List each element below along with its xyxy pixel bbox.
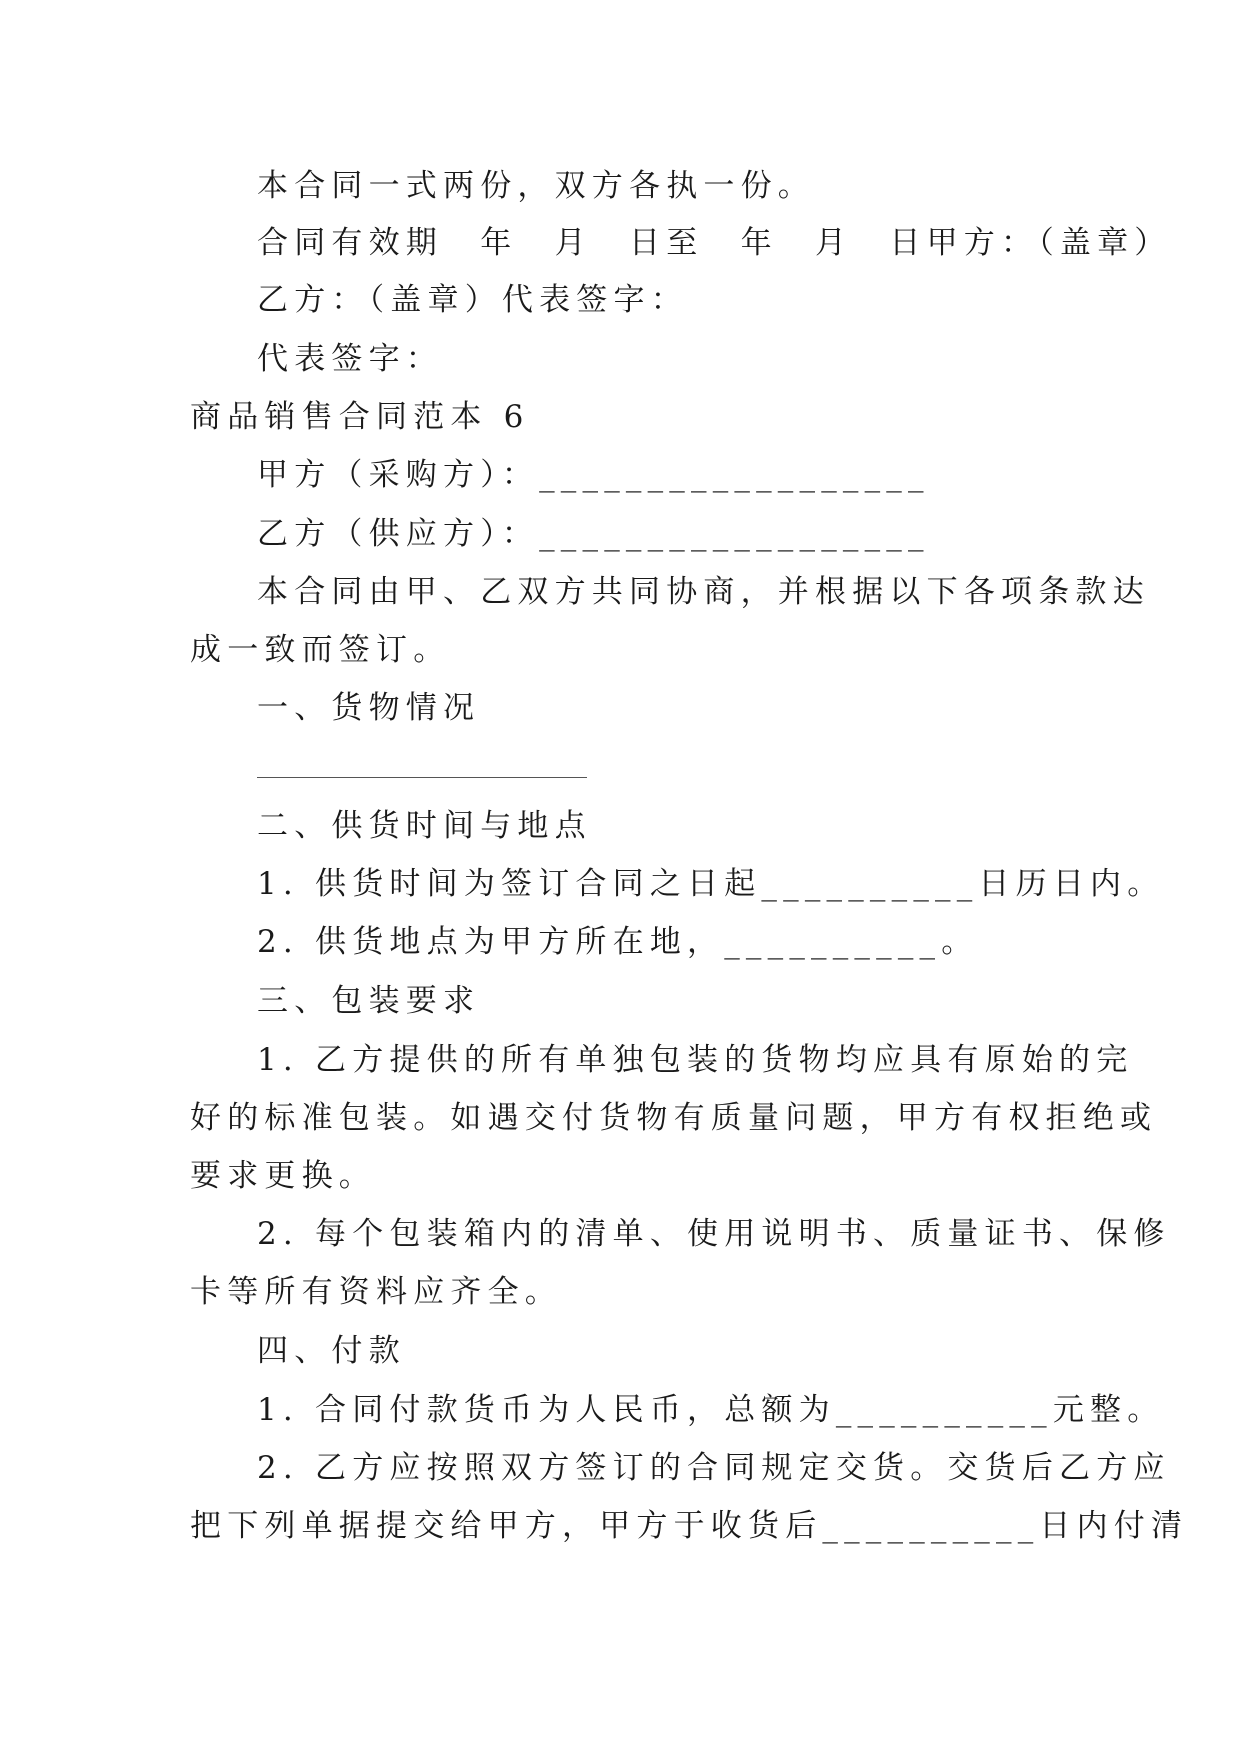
text-line: 2. 供货地点为甲方所在地，__________。 <box>257 924 979 960</box>
text-line: 本合同由甲、乙双方共同协商，并根据以下各项条款达 <box>257 574 1150 610</box>
text-line: 一、货物情况 <box>257 690 481 726</box>
text-line: 1. 供货时间为签订合同之日起__________日历日内。 <box>257 866 1165 902</box>
text-line: 1. 合同付款货币为人民币，总额为__________元整。 <box>257 1392 1165 1428</box>
text-line: 把下列单据提交给甲方，甲方于收货后__________日内付清 <box>190 1508 1189 1544</box>
section-title: 商品销售合同范本 6 <box>190 399 530 435</box>
text-line: 甲方（采购方）：__________________ <box>257 457 930 493</box>
text-line: 卡等所有资料应齐全。 <box>190 1274 562 1310</box>
text-line: 2. 每个包装箱内的清单、使用说明书、质量证书、保修 <box>257 1216 1171 1252</box>
text-line: 二、供货时间与地点 <box>257 808 592 844</box>
text-line: 三、包装要求 <box>257 983 481 1019</box>
text-line: 要求更换。 <box>190 1158 376 1194</box>
text-line: 四、付款 <box>257 1333 406 1369</box>
text-line: 代表签字： <box>257 341 443 377</box>
text-line: 成一致而签订。 <box>190 632 451 668</box>
text-line: 乙方（供应方）：__________________ <box>257 516 930 552</box>
text-line: 合同有效期 年 月 日至 年 月 日甲方：（盖章） <box>257 225 1172 261</box>
text-line: 本合同一式两份，双方各执一份。 <box>257 168 815 204</box>
text-line: 2. 乙方应按照双方签订的合同规定交货。交货后乙方应 <box>257 1450 1171 1486</box>
text-line: 1. 乙方提供的所有单独包装的货物均应具有原始的完 <box>257 1042 1134 1078</box>
blank-rule <box>257 777 587 778</box>
text-line: 好的标准包装。如遇交付货物有质量问题，甲方有权拒绝或 <box>190 1100 1158 1136</box>
text-line: 乙方：（盖章）代表签字： <box>257 282 688 318</box>
